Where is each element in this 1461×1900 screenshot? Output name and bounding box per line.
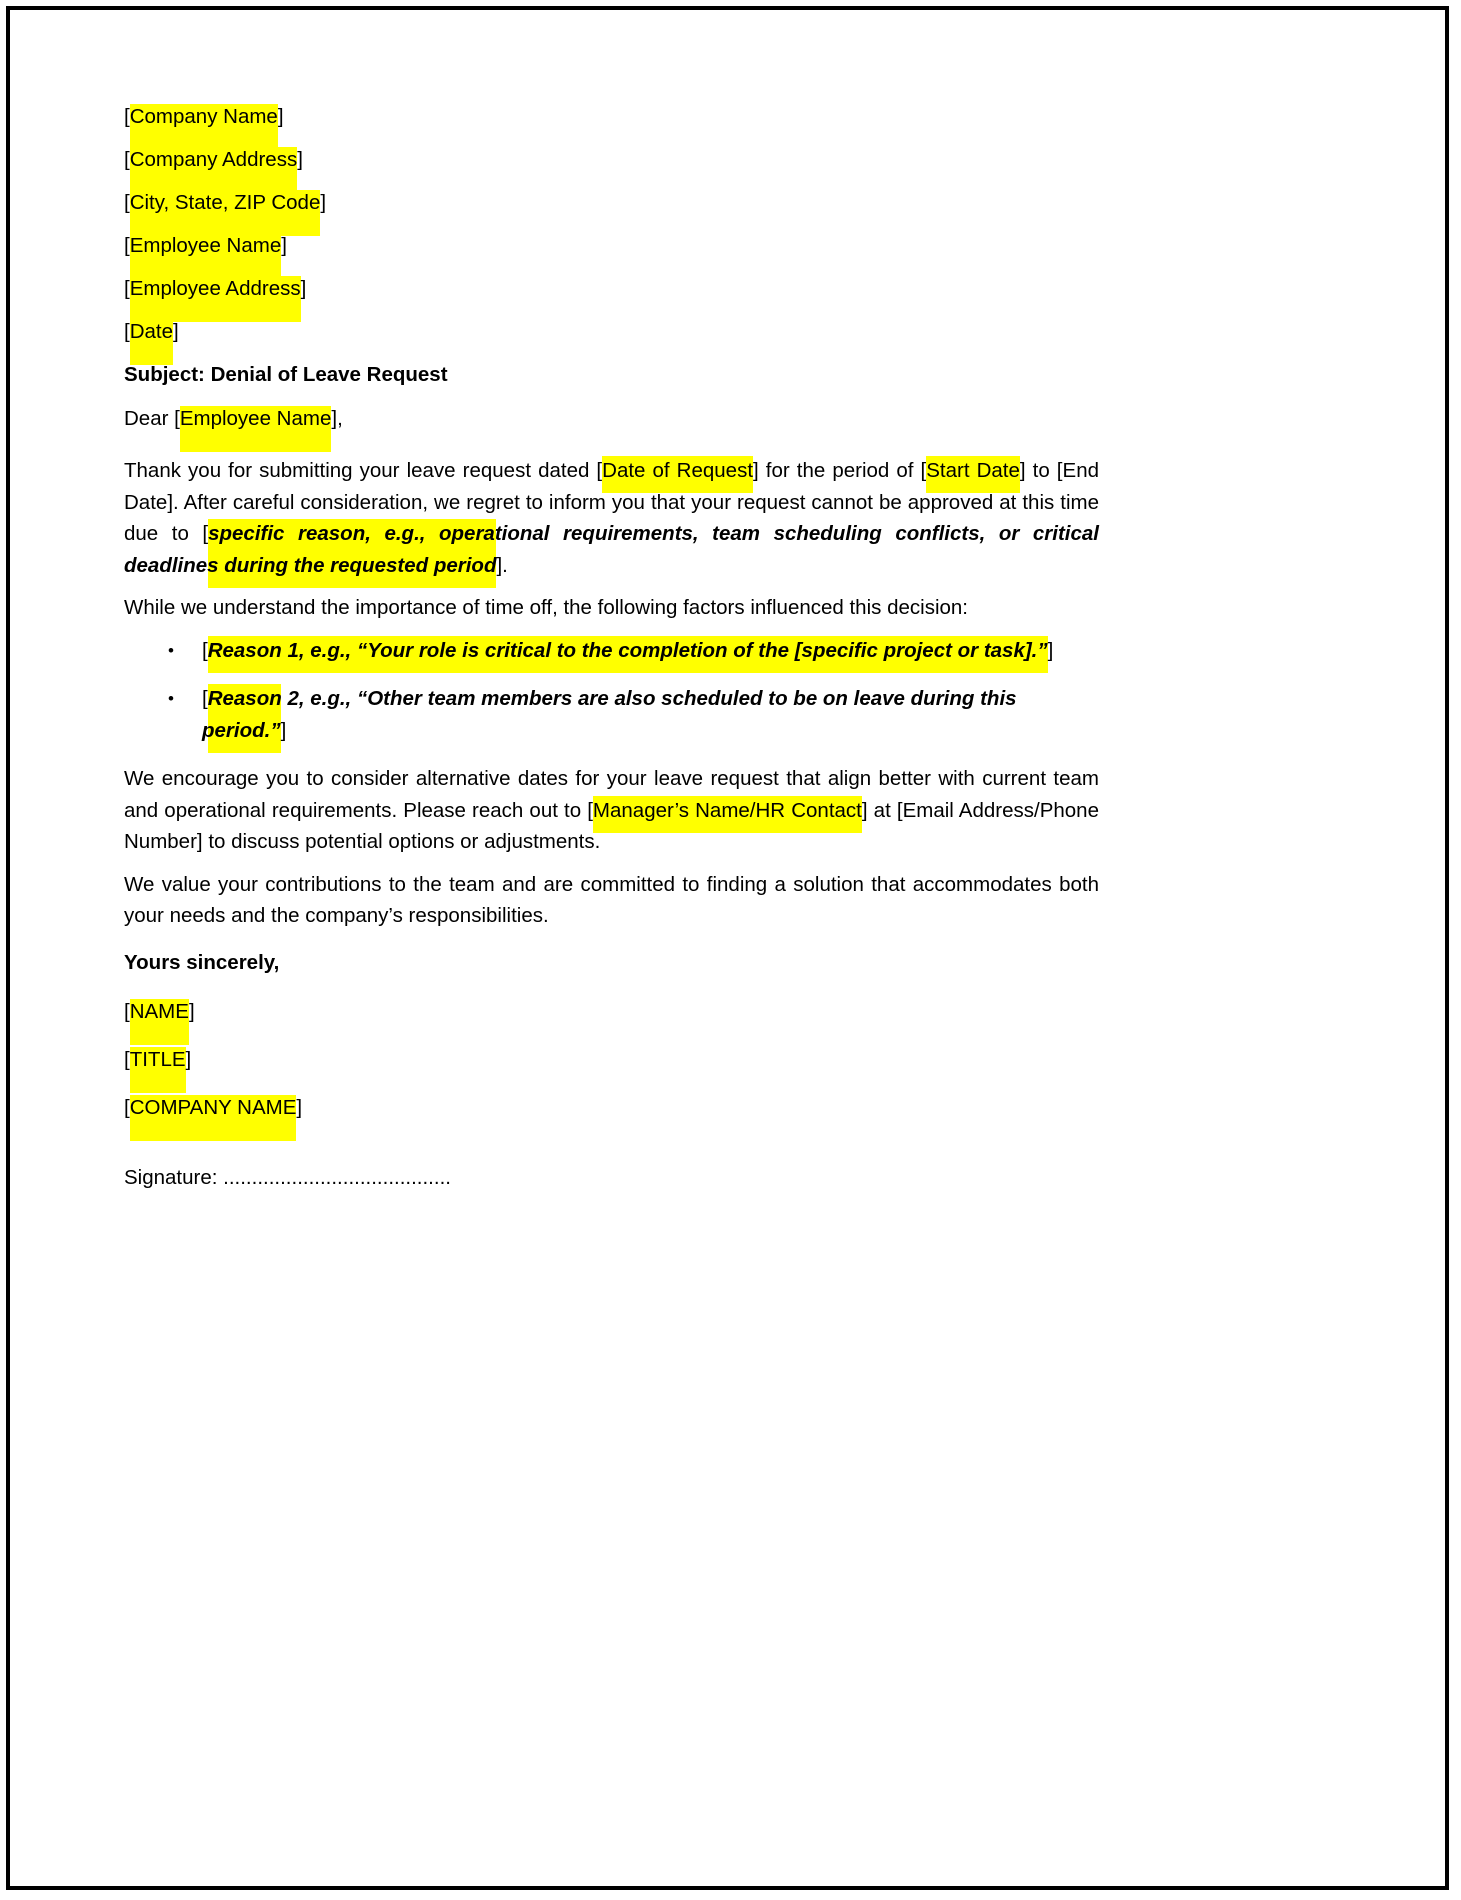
bracket-close: ] — [296, 1095, 303, 1119]
paragraph-text: ] to [ — [1019, 459, 1063, 482]
bracket-open: [ — [202, 687, 208, 710]
salutation — [124, 408, 1099, 430]
bullet-icon: • — [168, 640, 174, 660]
bracket-open: [ — [124, 148, 130, 171]
paragraph-request-denied — [124, 455, 1105, 581]
bracket-close: ] — [297, 148, 303, 171]
signature-block — [124, 1001, 1099, 1119]
placeholder-date-of-request[interactable]: Date of Request — [602, 459, 754, 482]
placeholder-employee-address[interactable]: Employee Address — [129, 277, 301, 300]
address-line-employee-name — [124, 235, 1099, 257]
placeholder-reason-2[interactable]: Reason 2, e.g., “Other team members are also scheduled to be on leave during this period.” — [202, 687, 1023, 742]
placeholder-specific-reason[interactable]: specific reason, e.g., operational requirements, team scheduling conflicts, or critical deadlines during the requested period — [124, 522, 1105, 577]
bracket-close: ] — [185, 1047, 192, 1071]
bracket-open: [ — [124, 191, 130, 214]
placeholder-title[interactable]: TITLE — [129, 1047, 186, 1071]
paragraph-text: ]. After careful consideration, we regret to inform you that your request cannot be approved at this time due to [ — [124, 490, 1099, 545]
address-block — [124, 106, 1099, 343]
list-item — [124, 683, 1099, 746]
signature-dotted-field[interactable]: Signature: ........................................ — [124, 1165, 451, 1189]
placeholder-date[interactable]: Date — [129, 320, 174, 343]
placeholder-name[interactable]: NAME — [129, 999, 189, 1023]
salutation-prefix: Dear [ — [124, 407, 180, 430]
paragraph-text: ] to discuss potential options or adjustments. — [196, 830, 601, 853]
sign-off: Yours sincerely, — [124, 950, 280, 974]
placeholder-start-date[interactable]: Start Date — [926, 459, 1020, 482]
paragraph-factors-intro: While we understand the importance of time off, the following factors influenced this decision: — [124, 596, 968, 619]
bracket-open: [ — [124, 320, 130, 343]
address-line-company-address — [124, 149, 1099, 171]
bracket-close: ] — [320, 191, 327, 214]
bracket-open: [ — [124, 999, 130, 1023]
bullet-icon: • — [168, 689, 174, 708]
reasons-list — [124, 635, 1099, 747]
bracket-open: [ — [202, 638, 208, 662]
paragraph-alternative-dates — [124, 763, 1105, 858]
bracket-close: ] — [280, 718, 287, 742]
paragraph-text: ] at [ — [861, 798, 903, 822]
paragraph-text: ] for the period of [ — [753, 459, 927, 482]
placeholder-employee-name[interactable]: Employee Name — [129, 234, 282, 257]
bracket-open: [ — [124, 1095, 130, 1119]
bracket-open: [ — [124, 1047, 130, 1071]
placeholder-company-name[interactable]: Company Name — [129, 105, 278, 128]
salutation-suffix: ], — [331, 407, 343, 430]
bracket-close: ] — [277, 105, 284, 128]
signature-line-title — [124, 1049, 1099, 1071]
placeholder-email-phone[interactable]: Email Address/Phone Number — [124, 798, 1105, 853]
paragraph-text: Thank you for submitting your leave request dated [ — [124, 459, 603, 482]
document-page — [6, 6, 1449, 1890]
address-line-company-name — [124, 106, 1099, 128]
placeholder-employee-name[interactable]: Employee Name — [179, 407, 332, 430]
signature-line-name — [124, 1001, 1099, 1023]
placeholder-company-address[interactable]: Company Address — [129, 148, 298, 171]
bracket-close: ] — [173, 320, 179, 343]
bracket-open: [ — [124, 105, 130, 128]
bracket-close: ] — [188, 999, 195, 1023]
address-line-date — [124, 321, 1099, 343]
address-line-city-state-zip — [124, 192, 1099, 214]
subject-line: Subject: Denial of Leave Request — [124, 363, 448, 386]
paragraph-text: ]. — [496, 553, 508, 577]
letter-body — [124, 105, 1105, 1189]
bracket-close: ] — [1047, 638, 1054, 662]
placeholder-reason-1[interactable]: Reason 1, e.g., “Your role is critical to the completion of the [specific project or task].” — [207, 638, 1048, 662]
paragraph-value-contributions: We value your contributions to the team and are committed to finding a solution that accommodates both your needs and the company’s responsibilities. — [124, 872, 1099, 927]
paragraph-text: We encourage you to consider alternative dates for your leave request that align better with current team and operational requirements. Please reach out to [ — [124, 767, 1099, 822]
bracket-close: ] — [300, 277, 307, 300]
signature-line-company — [124, 1097, 1099, 1119]
bracket-close: ] — [281, 234, 287, 257]
placeholder-end-date[interactable]: End Date — [124, 459, 1105, 514]
placeholder-city-state-zip[interactable]: City, State, ZIP Code — [129, 191, 321, 214]
bracket-open: [ — [124, 277, 130, 300]
bracket-open: [ — [124, 234, 130, 257]
address-line-employee-address — [124, 278, 1099, 300]
placeholder-company-name[interactable]: COMPANY NAME — [129, 1095, 297, 1119]
list-item — [124, 635, 1099, 667]
placeholder-manager-hr-contact[interactable]: Manager’s Name/HR Contact — [592, 798, 862, 822]
